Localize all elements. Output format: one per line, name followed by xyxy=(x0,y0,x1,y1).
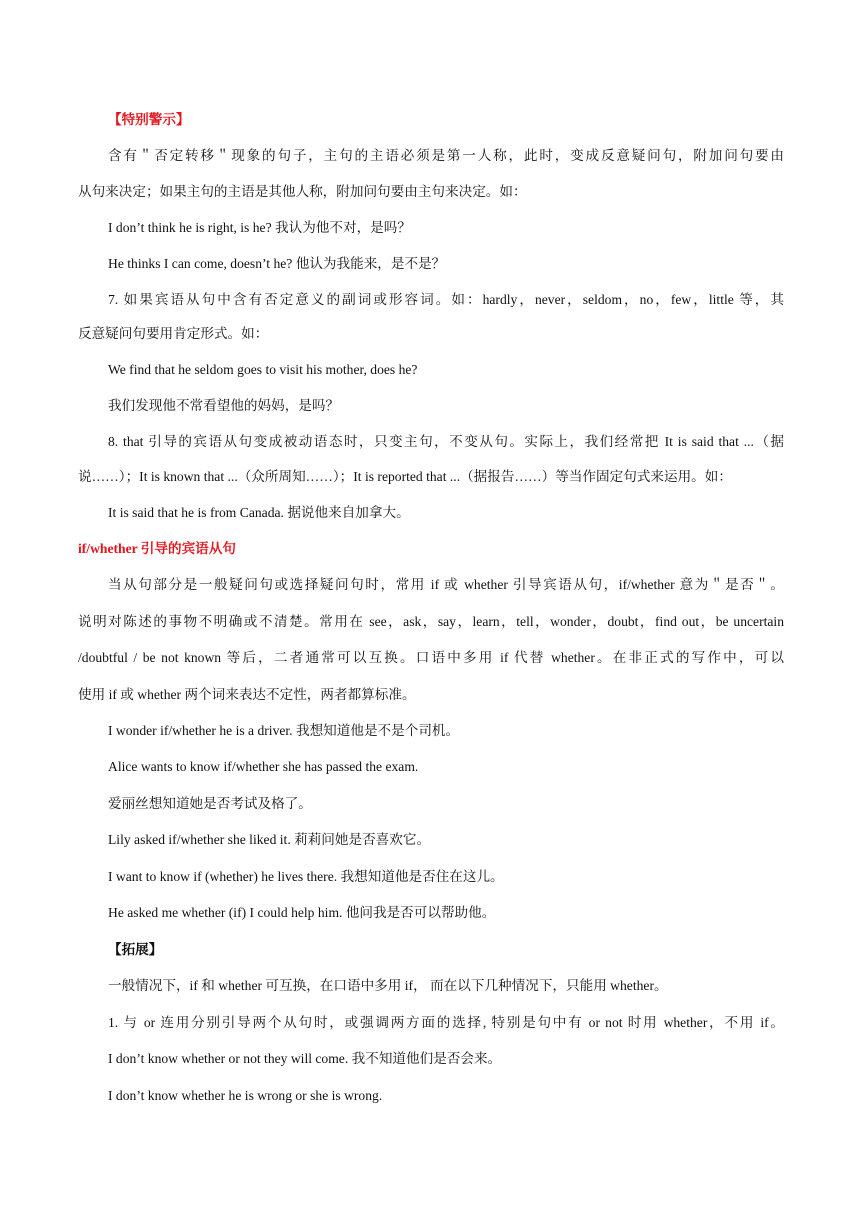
section-paragraph-line-4: 使用 if 或 whether 两个词来表达不定性，两者都算标准。 xyxy=(78,687,416,702)
extension-paragraph: 一般情况下，if 和 whether 可互换，在口语中多用 if， 而在以下几种情况下，只能用 whether。 xyxy=(108,978,668,993)
section-paragraph-line-1: 当从句部分是一般疑问句或选择疑问句时，常用 if 或 whether 引导宾语从句，if/whether 意为＂是否＂。 xyxy=(108,577,784,592)
extension-rule-1: 1. 与 or 连用分别引导两个从句时，或强调两方面的选择, 特别是句中有 or not 时用 whether，不用 if。 xyxy=(108,1015,784,1030)
example-sentence: I want to know if (whether) he lives there. 我想知道他是否住在这儿。 xyxy=(108,869,504,884)
section-heading: if/whether 引导的宾语从句 xyxy=(78,541,236,556)
example-sentence: I wonder if/whether he is a driver. 我想知道他是不是个司机。 xyxy=(108,723,460,738)
example-sentence: I don’t know whether or not they will come. 我不知道他们是否会来。 xyxy=(108,1051,502,1066)
notice-heading: 【特别警示】 xyxy=(108,112,190,127)
example-sentence: It is said that he is from Canada. 据说他来自加拿大。 xyxy=(108,505,410,520)
example-sentence: He thinks I can come, doesn’t he? 他认为我能来，是不是？ xyxy=(108,256,446,271)
notice-paragraph-line-1: 含有＂否定转移＂现象的句子，主句的主语必须是第一人称，此时，变成反意疑问句，附加问句要由 xyxy=(108,148,784,163)
extension-heading: 【拓展】 xyxy=(108,942,163,957)
section-paragraph-line-3: /doubtful / be not known 等后，二者通常可以互换。口语中多用 if 代替 whether。在非正式的写作中，可以 xyxy=(78,650,784,665)
rule-8-line-2: 说……）；It is known that ...（众所周知……）；It is reported that ...（据报告……）等当作固定句式来运用。如： xyxy=(78,469,732,484)
example-translation: 我们发现他不常看望他的妈妈，是吗？ xyxy=(108,398,340,413)
example-sentence: He asked me whether (if) I could help him. 他问我是否可以帮助他。 xyxy=(108,905,496,920)
section-paragraph-line-2: 说明对陈述的事物不明确或不清楚。常用在 see，ask，say，learn，tell，wonder，doubt，find out，be uncertain xyxy=(78,614,784,629)
example-sentence: I don’t know whether he is wrong or she is wrong. xyxy=(108,1088,383,1103)
rule-8-line-1: 8. that 引导的宾语从句变成被动语态时，只变主句，不变从句。实际上，我们经常把 It is said that ...（据 xyxy=(108,434,784,449)
notice-paragraph-line-2: 从句来决定；如果主句的主语是其他人称，附加问句要由主句来决定。如： xyxy=(78,184,527,199)
example-sentence: Alice wants to know if/whether she has passed the exam. xyxy=(108,759,419,774)
example-sentence: We find that he seldom goes to visit his mother, does he? xyxy=(108,362,418,377)
example-sentence: I don’t think he is right, is he? 我认为他不对，是吗？ xyxy=(108,220,411,235)
example-sentence: Lily asked if/whether she liked it. 莉莉问她是否喜欢它。 xyxy=(108,832,431,847)
rule-7-line-1: 7. 如果宾语从句中含有否定意义的副词或形容词。如：hardly，never，seldom，no，few，little 等，其 xyxy=(108,292,784,307)
rule-7-line-2: 反意疑问句要用肯定形式。如： xyxy=(78,326,269,341)
example-translation: 爱丽丝想知道她是否考试及格了。 xyxy=(108,796,312,811)
